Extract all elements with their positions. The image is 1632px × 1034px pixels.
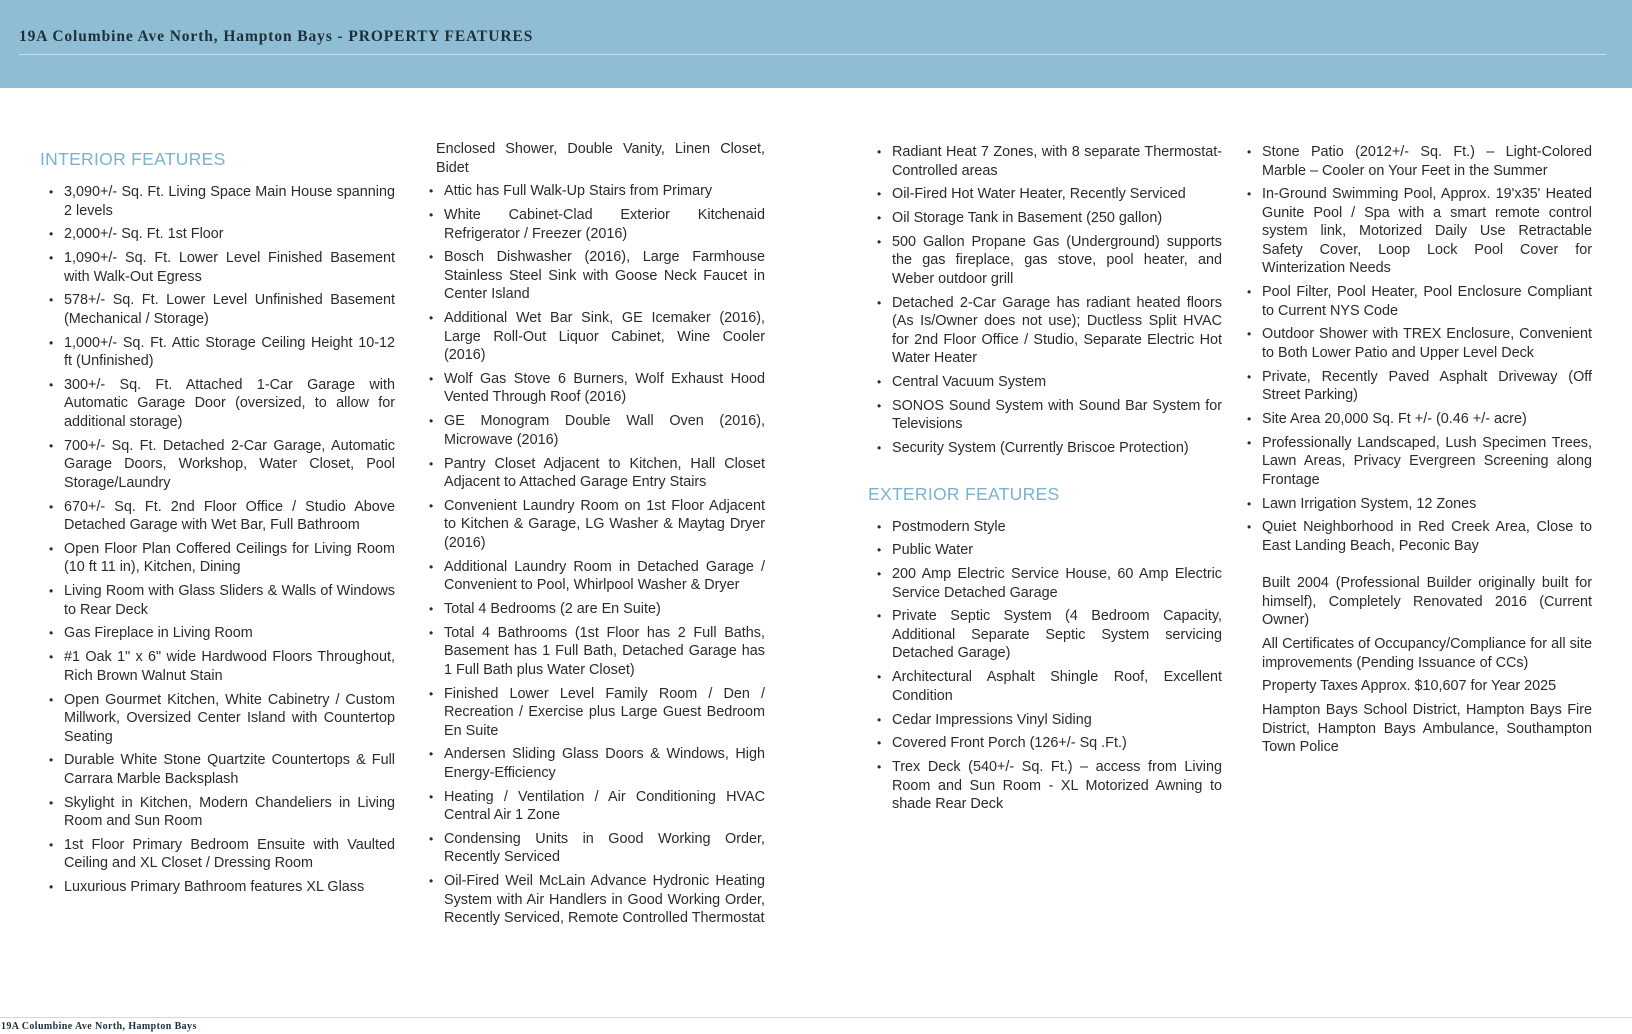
- feature-item: • Public Water: [868, 541, 1222, 560]
- exterior-features-list: [868, 518, 1222, 814]
- feature-item: • Pool Filter, Pool Heater, Pool Enclosure Compliant to Current NYS Code: [1238, 283, 1592, 320]
- feature-item: • Open Gourmet Kitchen, White Cabinetry / Custom Millwork, Oversized Center Island with Countertop Seating: [40, 691, 395, 747]
- feature-item: • Stone Patio (2012+/- Sq. Ft.) – Light-Colored Marble – Cooler on Your Feet in the Summer: [1238, 143, 1592, 180]
- note-paragraph: All Certificates of Occupancy/Compliance for all site improvements (Pending Issuance of CCs): [1262, 636, 1592, 671]
- feature-item: • Outdoor Shower with TREX Enclosure, Convenient to Both Lower Patio and Upper Level Deck: [1238, 325, 1592, 362]
- feature-item: • Durable White Stone Quartzite Countertops & Full Carrara Marble Backsplash: [40, 751, 395, 788]
- column-1: [40, 149, 395, 902]
- feature-item: • 300+/- Sq. Ft. Attached 1-Car Garage with Automatic Garage Door (oversized, to allow for additional storage): [40, 376, 395, 432]
- column-2: [420, 143, 765, 933]
- interior-features-list-continued: [420, 182, 765, 927]
- feature-item: • Private, Recently Paved Asphalt Driveway (Off Street Parking): [1238, 368, 1592, 405]
- feature-item: • Wolf Gas Stove 6 Burners, Wolf Exhaust Hood Vented Through Roof (2016): [420, 370, 765, 407]
- interior-features-list: [40, 183, 395, 897]
- feature-item: • Central Vacuum System: [868, 373, 1222, 392]
- feature-item: • Security System (Currently Briscoe Protection): [868, 439, 1222, 458]
- feature-item: • In-Ground Swimming Pool, Approx. 19'x35' Heated Gunite Pool / Spa with a smart remote control system link, Motorized Daily Use Retractable Safety Cover, Loop Lock Pool Cover for Winterization Needs: [1238, 185, 1592, 278]
- feature-item: • 670+/- Sq. Ft. 2nd Floor Office / Studio Above Detached Garage with Wet Bar, Full Bathroom: [40, 498, 395, 535]
- feature-item: • Oil-Fired Hot Water Heater, Recently Serviced: [868, 185, 1222, 204]
- property-notes: [1238, 574, 1592, 756]
- feature-item: • Lawn Irrigation System, 12 Zones: [1238, 495, 1592, 514]
- feature-item: • Professionally Landscaped, Lush Specimen Trees, Lawn Areas, Privacy Evergreen Screening along Frontage: [1238, 434, 1592, 490]
- feature-item: • Private Septic System (4 Bedroom Capacity, Additional Separate Septic System servicing Detached Garage): [868, 607, 1222, 663]
- feature-item: • Postmodern Style: [868, 518, 1222, 537]
- feature-item: • 500 Gallon Propane Gas (Underground) supports the gas fireplace, gas stove, pool heater, and Weber outdoor grill: [868, 233, 1222, 289]
- feature-item: • Site Area 20,000 Sq. Ft +/- (0.46 +/- acre): [1238, 410, 1592, 429]
- feature-item: • SONOS Sound System with Sound Bar System for Televisions: [868, 397, 1222, 434]
- feature-item: • 1,000+/- Sq. Ft. Attic Storage Ceiling Height 10-12 ft (Unfinished): [40, 334, 395, 371]
- feature-item: • Heating / Ventilation / Air Conditioning HVAC Central Air 1 Zone: [420, 788, 765, 825]
- feature-item: • Covered Front Porch (126+/- Sq .Ft.): [868, 734, 1222, 753]
- feature-item: • Quiet Neighborhood in Red Creek Area, Close to East Landing Beach, Peconic Bay: [1238, 518, 1592, 555]
- feature-item: • Condensing Units in Good Working Order, Recently Serviced: [420, 830, 765, 867]
- note-paragraph: Hampton Bays School District, Hampton Bays Fire District, Hampton Bays Ambulance, Southampton Town Police: [1262, 702, 1592, 756]
- feature-item: • Convenient Laundry Room on 1st Floor Adjacent to Kitchen & Garage, LG Washer & Maytag Dryer (2016): [420, 497, 765, 553]
- feature-item: • Additional Laundry Room in Detached Garage / Convenient to Pool, Whirlpool Washer & Dryer: [420, 558, 765, 595]
- feature-item: • Total 4 Bedrooms (2 are En Suite): [420, 600, 765, 619]
- exterior-features-heading: EXTERIOR FEATURES: [868, 483, 1060, 504]
- header-divider: [19, 54, 1606, 55]
- feature-item: • 1st Floor Primary Bedroom Ensuite with Vaulted Ceiling and XL Closet / Dressing Room: [40, 836, 395, 873]
- column-3: [868, 143, 1222, 819]
- feature-item: • 700+/- Sq. Ft. Detached 2-Car Garage, Automatic Garage Doors, Workshop, Water Closet, Pool Storage/Laundry: [40, 437, 395, 493]
- feature-item: • Cedar Impressions Vinyl Siding: [868, 711, 1222, 730]
- feature-item: • Architectural Asphalt Shingle Roof, Excellent Condition: [868, 668, 1222, 705]
- column-4: [1238, 143, 1592, 762]
- note-paragraph: Property Taxes Approx. $10,607 for Year 2025: [1262, 678, 1557, 695]
- feature-item: • Detached 2-Car Garage has radiant heated floors (As Is/Owner does not use); Ductless Split HVAC for 2nd Floor Office / Studio, Separate Electric Hot Water Heater: [868, 294, 1222, 368]
- feature-item: • Additional Wet Bar Sink, GE Icemaker (2016), Large Roll-Out Liquor Cabinet, Wine Cooler (2016): [420, 309, 765, 365]
- feature-item: • Trex Deck (540+/- Sq. Ft.) – access from Living Room and Sun Room - XL Motorized Awning to shade Rear Deck: [868, 758, 1222, 814]
- note-paragraph: Built 2004 (Professional Builder originally built for himself), Completely Renovated 2016 (Current Owner): [1262, 575, 1592, 629]
- feature-item: • Total 4 Bathrooms (1st Floor has 2 Full Baths, Basement has 1 Full Bath, Detached Garage has 1 Full Bath plus Water Closet): [420, 624, 765, 680]
- feature-item: • 2,000+/- Sq. Ft. 1st Floor: [40, 225, 395, 244]
- feature-item: • White Cabinet-Clad Exterior Kitchenaid Refrigerator / Freezer (2016): [420, 206, 765, 243]
- feature-item: • Gas Fireplace in Living Room: [40, 624, 395, 643]
- feature-item: • Open Floor Plan Coffered Ceilings for Living Room (10 ft 11 in), Kitchen, Dining: [40, 540, 395, 577]
- feature-item-continuation: Enclosed Shower, Double Vanity, Linen Closet, Bidet: [436, 141, 765, 176]
- page-title: 19A Columbine Ave North, Hampton Bays - PROPERTY FEATURES: [19, 28, 534, 45]
- feature-item: • Luxurious Primary Bathroom features XL Glass: [40, 878, 395, 897]
- feature-item: • 3,090+/- Sq. Ft. Living Space Main House spanning 2 levels: [40, 183, 395, 220]
- footer-address: 19A Columbine Ave North, Hampton Bays: [1, 1021, 197, 1032]
- feature-item: • Oil-Fired Weil McLain Advance Hydronic Heating System with Air Handlers in Good Working Order, Recently Serviced, Remote Controlled Thermostat: [420, 872, 765, 928]
- feature-item: • Bosch Dishwasher (2016), Large Farmhouse Stainless Steel Sink with Goose Neck Faucet in Center Island: [420, 248, 765, 304]
- feature-item: • 200 Amp Electric Service House, 60 Amp Electric Service Detached Garage: [868, 565, 1222, 602]
- header-band: [0, 0, 1632, 88]
- feature-item: • GE Monogram Double Wall Oven (2016), Microwave (2016): [420, 412, 765, 449]
- feature-item: • Skylight in Kitchen, Modern Chandeliers in Living Room and Sun Room: [40, 794, 395, 831]
- feature-item: • 1,090+/- Sq. Ft. Lower Level Finished Basement with Walk-Out Egress: [40, 249, 395, 286]
- feature-item: • Oil Storage Tank in Basement (250 gallon): [868, 209, 1222, 228]
- feature-item: • Finished Lower Level Family Room / Den / Recreation / Exercise plus Large Guest Bedroom En Suite: [420, 685, 765, 741]
- interior-features-list-continued-2: [868, 143, 1222, 458]
- feature-item: • Radiant Heat 7 Zones, with 8 separate Thermostat-Controlled areas: [868, 143, 1222, 180]
- feature-item: • Andersen Sliding Glass Doors & Windows, High Energy-Efficiency: [420, 745, 765, 782]
- feature-item: • 578+/- Sq. Ft. Lower Level Unfinished Basement (Mechanical / Storage): [40, 291, 395, 328]
- interior-features-heading: INTERIOR FEATURES: [40, 149, 226, 169]
- exterior-features-list-continued: [1238, 143, 1592, 555]
- footer-divider: [0, 1017, 1632, 1018]
- feature-item: • Living Room with Glass Sliders & Walls of Windows to Rear Deck: [40, 582, 395, 619]
- feature-item: • Attic has Full Walk-Up Stairs from Primary: [420, 182, 765, 201]
- feature-item: • Pantry Closet Adjacent to Kitchen, Hall Closet Adjacent to Attached Garage Entry Stairs: [420, 455, 765, 492]
- feature-item: • #1 Oak 1" x 6" wide Hardwood Floors Throughout, Rich Brown Walnut Stain: [40, 648, 395, 685]
